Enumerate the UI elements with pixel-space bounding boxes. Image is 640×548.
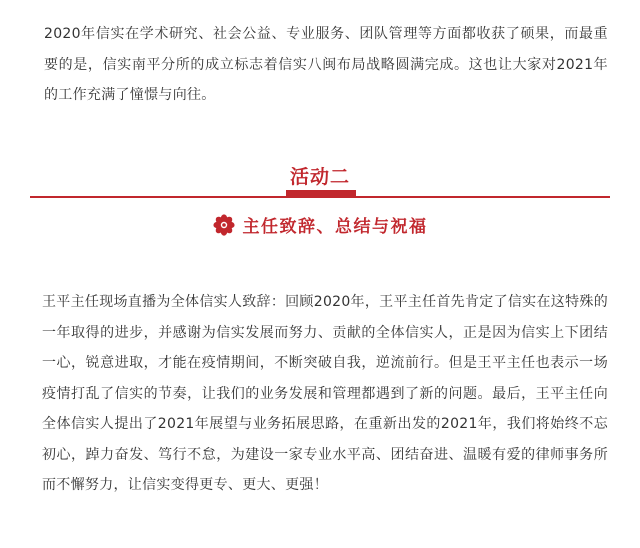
- speech-paragraph: 王平主任现场直播为全体信实人致辞：回顾2020年，王平主任首先肯定了信实在这特殊的一年取得的进步，并感谢为信实发展而努力、贡献的全体信实人，正是因为信实上下团结一心，锐意进取，才能在疫情期间，不断突破自我，逆流前行。但是王平主任也表示一场疫情打乱了信实的节奏，让我们的业务发展和管理都遇到了新的问题。最后，王平主任向全体信实人提出了2021年展望与业务拓展思路，在重新出发的2021年，我们将始终不忘初心，踔力奋发、笃行不怠，为建设一家专业水平高、团结奋进、温暖有爱的律师事务所而不懈努力，让信实变得更专、更大、更强！: [42, 294, 608, 493]
- flower-icon: [213, 214, 235, 236]
- intro-paragraph: 2020年信实在学术研究、社会公益、专业服务、团队管理等方面都收获了硕果，而最重要的是，信实南平分所的成立标志着信实八闽布局战略圆满完成。这也让大家对2021年的工作充满了憧憬与向往。: [44, 26, 608, 103]
- activity-title: 活动二: [289, 166, 350, 188]
- title-divider: [30, 196, 610, 198]
- activity-subheading: [0, 212, 640, 237]
- activity-subtitle: 主任致辞、总结与祝福: [242, 217, 428, 237]
